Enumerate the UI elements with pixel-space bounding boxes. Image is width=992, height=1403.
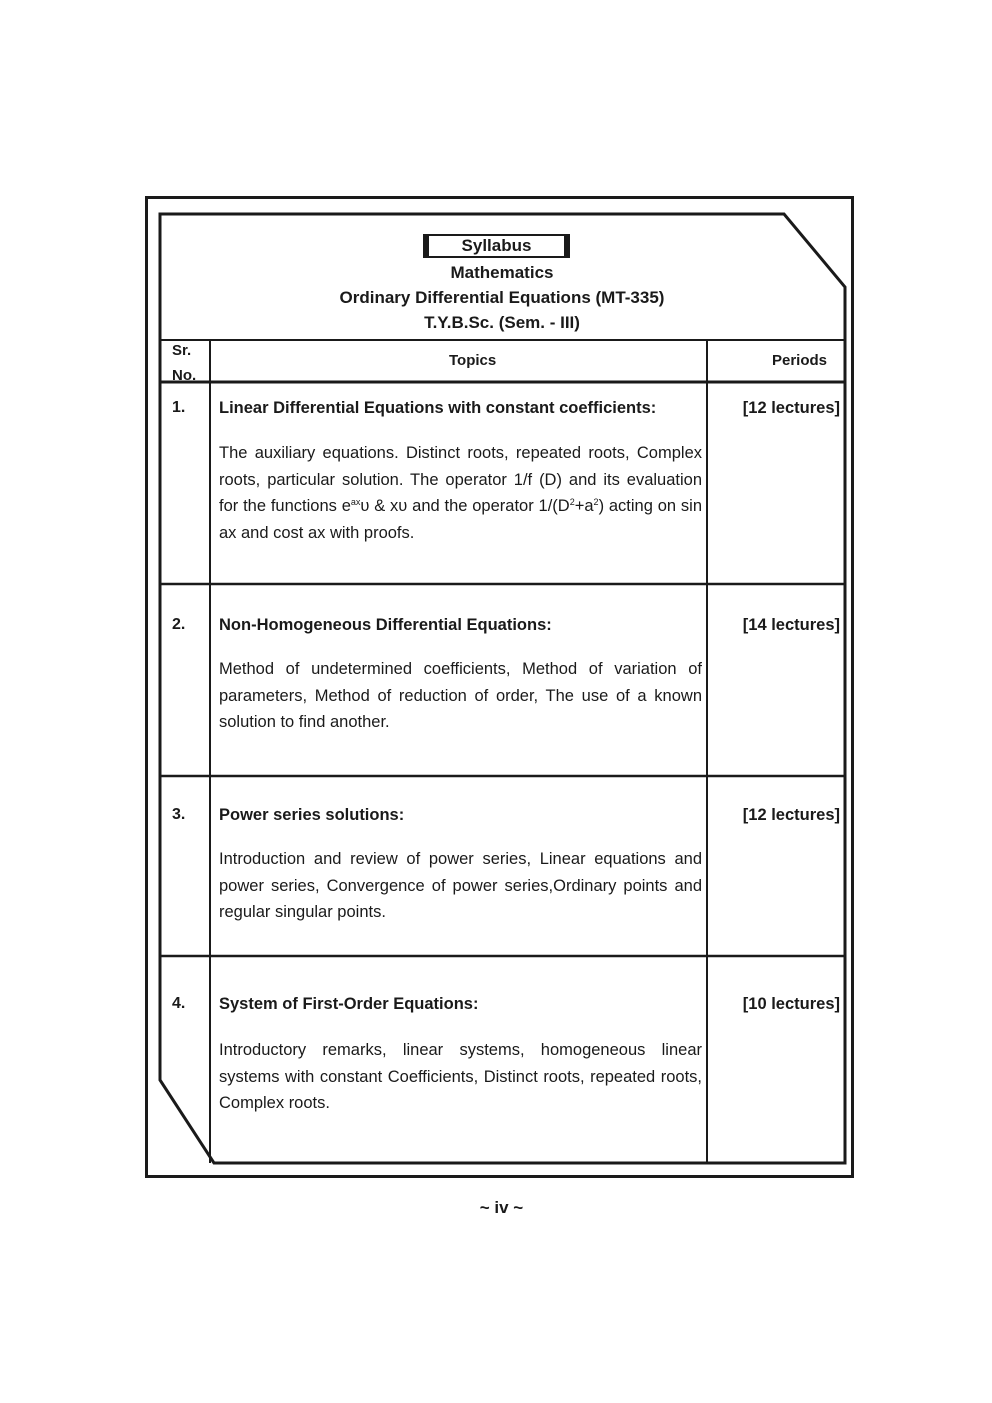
row-4-period: [10 lectures] (742, 995, 840, 1013)
class-title: T.Y.B.Sc. (Sem. - III) (424, 313, 580, 332)
row-1-title: Linear Differential Equations with constant coefficients: (219, 399, 657, 417)
row-3-sr: 3. (172, 806, 186, 823)
course-title: Ordinary Differential Equations (MT-335) (339, 288, 665, 307)
row-2-sr: 2. (172, 616, 186, 633)
syllabus-badge: Syllabus (423, 234, 570, 258)
col-periods: Periods (772, 352, 828, 369)
row-1-sr: 1. (172, 399, 186, 416)
page-number: ~ iv ~ (479, 1198, 524, 1217)
col-topics: Topics (449, 352, 497, 369)
row-3-description: Introduction and review of power series, Linear equations and power series, Convergence of power series,Ordinary points and regular singular points. (219, 850, 702, 921)
row-4-sr: 4. (172, 995, 186, 1012)
row-3-title: Power series solutions: (219, 806, 405, 824)
row-2-title: Non-Homogeneous Differential Equations: (219, 616, 552, 634)
row-2-period: [14 lectures] (742, 616, 840, 634)
row-1-description: The auxiliary equations. Distinct roots, repeated roots, Complex roots, particular solution. The operator 1/f (D) and its evaluation for the functions $e^{ax}\upsilon$ & xυ and the operator $1/(D^2+a^2)$ acting on sin ax and cost ax with proofs. (219, 444, 702, 542)
row-4-title: System of First-Order Equations: (219, 995, 479, 1013)
row-3-period: [12 lectures] (742, 806, 840, 824)
col-sr-line2: No. (172, 367, 197, 384)
row-4-description: Introductory remarks, linear systems, homogeneous linear systems with constant Coefficients, Distinct roots, repeated roots, Complex roots. (219, 1041, 702, 1112)
row-2-description: Method of undetermined coefficients, Method of variation of parameters, Method of reduction of order, The use of a known solution to find another. (219, 660, 702, 731)
subject-title: Mathematics (450, 263, 554, 282)
row-1-period: [12 lectures] (742, 399, 840, 417)
col-sr-line1: Sr. (172, 342, 192, 359)
